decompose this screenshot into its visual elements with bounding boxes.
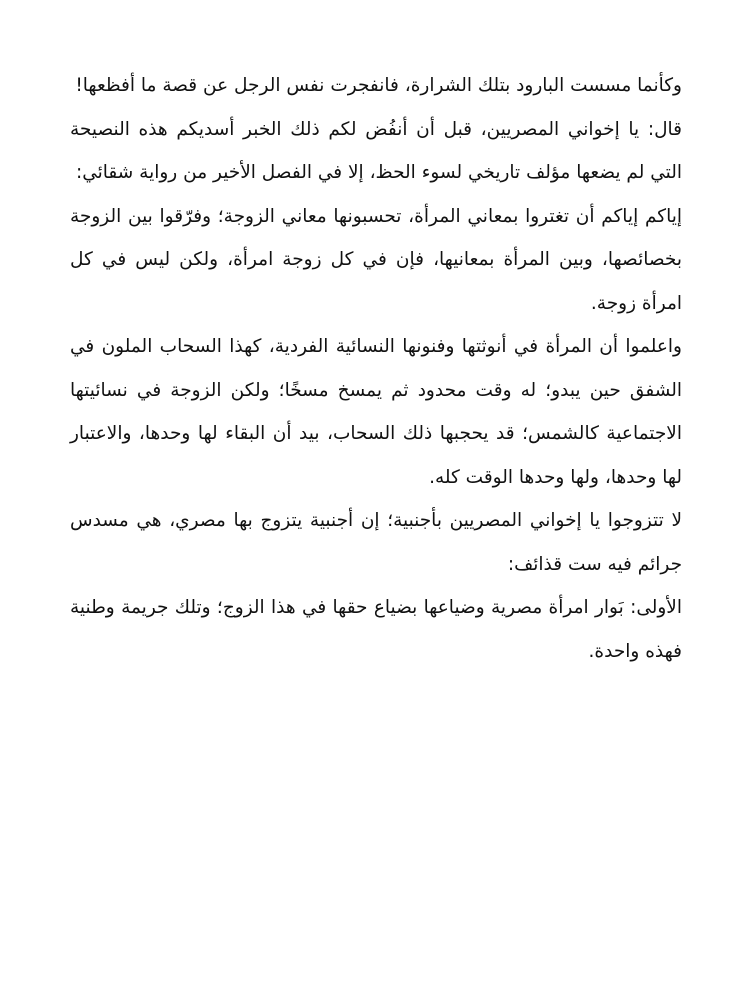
paragraph-3: إياكم إياكم أن تغتروا بمعاني المرأة، تحسبونها معاني الزوجة؛ وفرّقوا بين الزوجة بخصائصها، وبين المرأة بمعانيها، فإن في كل زوجة امرأة، ولكن ليس في كل امرأة زوجة.: [70, 205, 682, 314]
paragraph-2: قال: يا إخواني المصريين، قبل أن أنفُض لكم ذلك الخبر أسديكم هذه النصيحة التي لم يضعها مؤلف تاريخي لسوء الحظ، إلا في الفصل الأخير من رواية شقائي:: [70, 118, 682, 183]
paragraph-4: واعلموا أن المرأة في أنوثتها وفنونها النسائية الفردية، كهذا السحاب الملون في الشفق حين يبدو؛ له وقت محدود ثم يمسخ مسخًا؛ ولكن الزوجة في نسائيتها الاجتماعية كالشمس؛ قد يحجبها ذلك السحاب، بيد أن البقاء لها وحدها، والاعتبار لها وحدها، ولها وحدها الوقت كله.: [70, 336, 682, 488]
body-text: [70, 64, 682, 673]
paragraph-6: الأولى: بَوار امرأة مصرية وضياعها بضياع حقها في هذا الزوج؛ وتلك جريمة وطنية فهذه واحدة.: [70, 597, 682, 662]
paragraph-1: وكأنما مسست البارود بتلك الشرارة، فانفجرت نفس الرجل عن قصة ما أفظعها!: [75, 75, 682, 96]
paragraph-5: لا تتزوجوا يا إخواني المصريين بأجنبية؛ إن أجنبية يتزوج بها مصري، هي مسدس جرائم فيه ست قذائف:: [70, 510, 682, 575]
